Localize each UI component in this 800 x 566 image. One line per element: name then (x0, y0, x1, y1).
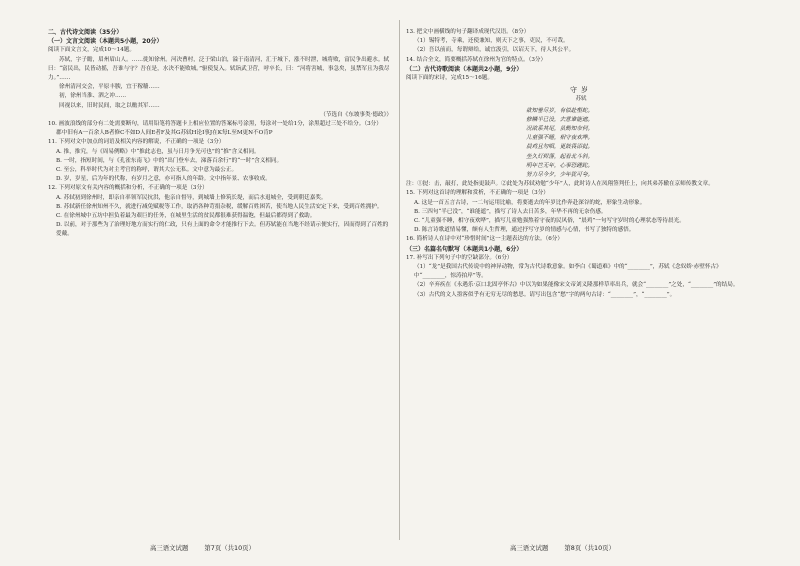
passage-paragraph-4: 回视以来，旧时民间，取之以赡其军…… (59, 102, 160, 109)
footer-exam-name: 高三语文试题 (510, 544, 549, 552)
poem-line: 晨鸡且勿唱，更鼓畏添挝。 (526, 144, 594, 151)
question-17-part-1: （1）“龙”是我国古代传说中的神异动物，常为古代诗歌意象。如李白《蜀道难》中的“________”，苏轼《念奴娇·赤壁怀古》中“________，惊涛拍岸”等。 (414, 264, 722, 280)
question-11-option-d: D. 岁，岁星，后为年的代称，有岁月之意，亦可指人的年龄。文中指年景、农事收成。 (56, 176, 271, 183)
footer-page-number: 第7页（共10页） (204, 544, 255, 552)
poem-line: 欲知垂尽岁，有似赴壑蛇。 (526, 107, 594, 114)
passage-source: （节选自《东坡事类·德政》） (320, 111, 392, 118)
page-divider (399, 20, 400, 540)
footer-page-number: 第8页（共10页） (564, 544, 615, 552)
poem-title: 守岁 (570, 86, 592, 95)
question-17: 17. 补写出下列句子中的空缺部分。（6分） (406, 254, 513, 261)
question-15: 15. 下列对这首诗的理解和赏析，不正确的一项是（3分） (406, 190, 549, 197)
footer-left (150, 543, 269, 552)
passage-paragraph-1: 苏轼，字子瞻，眉州眉山人。……徙知徐州。河决曹村，泛于梁山泊，溢于南清河，汇于城下，涨不时泄，城将败，富民争出避水。轼曰：“富民出，民皆动摇，吾谁与守？吾在是，水决不能败城。”驱使复入。轼诣武卫营，呼卒长，曰：“河将害城，事急矣，虽禁军且为我尽力。”…… (48, 56, 390, 82)
left-page (48, 28, 392, 240)
question-10: 10. 画波浪线的部分有二处需要断句，请用铅笔将答题卡上相应位置的答案标号涂黑，每涂对一处给1分，涂黑超过三处不给分。（3分） (48, 121, 382, 128)
question-12-option-b: B. 苏轼新任徐州知州不久，就进行减免赋税等工作，取消各种苛捐杂税，缓解百姓困苦，使当地人民生活安定下来，受到百姓拥护。 (56, 203, 383, 210)
question-14: 14. 结合全文，简要概括苏轼在徐州为官的特点。（3分） (406, 56, 547, 63)
subsection-title-classical: （一）文言文阅读（本题共5小题，20分） (48, 38, 163, 46)
question-16: 16. 简析诗人在诗中对“珍惜时间”这一主题表达的方法。（6分） (406, 236, 563, 243)
section-title: 二、古代诗文阅读（35分） (48, 29, 123, 36)
footer-exam-name: 高三语文试题 (150, 544, 189, 552)
poem-line: 况欲系其尾，虽勤知奈何。 (526, 126, 594, 133)
poem-line: 努力尽今夕，少年犹可夸。 (526, 172, 594, 179)
question-17-part-2: （2）辛弃疾在《永遇乐·京口北固亭怀古》中以为如果能像宋文帝刘义隆那样草率出兵，就会“________”之处，“________”的结局。 (414, 282, 739, 289)
question-10-text: 郡中旧有A一百余人B者修C不如D人间E者F及其G苏轼H论I事J在K每L至M更N不O肯P (56, 130, 273, 137)
subsection-title-poetry: （二）古代诗歌阅读（本题共2小题，9分） (406, 65, 523, 73)
right-page (406, 28, 756, 300)
question-17-part-3: （3）古代的文人墨客似乎有无穷无尽的愁思。请写出包含“愁”字的两句古诗：“________”，“________”。 (414, 291, 676, 298)
question-15-option-a: A. 这是一首五言古诗，一二句运用比喻，将要逝去的年岁比作奔赴深谷的蛇，形象生动形象。 (414, 199, 646, 206)
question-12: 12. 下列对原文有关内容的概括和分析，不正确的一项是（3分） (48, 185, 208, 192)
question-15-option-c: C. “儿童强不睡，相守夜欢哗”，描写儿童勉强熬着守夜的民风俗，“晨鸡”一句写守岁时的心理状态等待晨光。 (414, 218, 685, 225)
question-12-option-a: A. 苏轼初到徐州时，即亲自率领军民抗洪，他亲自督导，到城墙上修筑长堤，而后水退城全，受到朝廷嘉奖。 (56, 194, 327, 201)
question-11-option-a: A. 推，推究，与《周易例略》中“推此志也，虽与日月争光可也”的“推”含义相同。 (56, 148, 260, 155)
passage-paragraph-2: 徐州清河交会，平原丰腴，宜于稼穑…… (59, 84, 160, 91)
poetry-intro: 阅读下面的宋诗，完成15～16题。 (406, 75, 493, 82)
poem-line: 修鳞半已没，去意谁能遮。 (526, 116, 594, 123)
reading-intro: 阅读下面文言文，完成10～14题。 (48, 47, 135, 54)
subsection-title-dictation: （三）名篇名句默写（本题共1小题，6分） (406, 245, 523, 253)
question-13: 13. 把文中画横线的句子翻译成现代汉语。（8分） (406, 29, 530, 35)
question-12-option-d: D. 以前，对于那些为了治理好地方而实行的仁政，只有上面的命令才能推行下去。但苏轼能在当地不经请示便实行，因而得到了百姓的爱戴。 (56, 222, 389, 238)
poem-author: 苏轼 (575, 96, 587, 103)
poem-line: 坐久灯烬落，起看北斗斜。 (526, 153, 594, 160)
passage-paragraph-3: 初，徐州当淮、泗之冲…… (59, 93, 127, 100)
question-11: 11. 下列对文中加点的词语及相关内容的解说，不正确的一项是（3分） (48, 139, 225, 146)
poem-line: 儿童强不睡，相守夜欢哗。 (526, 135, 594, 142)
question-11-option-b: B. 一时，指短时间，与《孔雀东南飞》中的“出门登车去，涕落百余行”的“一时”含义相同。 (56, 157, 283, 164)
poem-note: 注：①挝：击，敲打，此处指更鼓声。②此处为苏轼劝勉“少年”人，此时诗人在凤翔签判任上，向其弟苏辙在京师传教文章。 (406, 181, 714, 188)
question-11-option-c: C. 至公，科举时代为对主考官的称呼，谓其大公无私。文中意为最公正。 (56, 167, 238, 174)
question-15-option-d: D. 陈言诗歌道情易懂，颇有人生哲理，通过抒写守岁的情感与心情，书写了独特的感悟。 (414, 227, 635, 234)
question-13-part-1: （1）锡特考，寺乘，还使兼知，则天下之事，吏民，不可哉。 (414, 38, 569, 45)
footer-right (510, 543, 629, 552)
poem-line: 明年岂无年，心事恐蹉跎。 (526, 162, 594, 169)
question-15-option-b: B. 三四句“半已没”，“谁能遮”，描写了诗人去日苦多，年华不再的无奈伤感。 (414, 208, 607, 215)
question-12-option-c: C. 在徐州城中五坊中担负着最为艰巨的任务，在城里生活的贫民都很难获得温饱，但最后都得到了救助。 (56, 213, 316, 220)
question-13-part-2: （2）吾以前而，每谓辩给，诚宜汲引，以诏天下，待人其公平。 (414, 47, 575, 54)
